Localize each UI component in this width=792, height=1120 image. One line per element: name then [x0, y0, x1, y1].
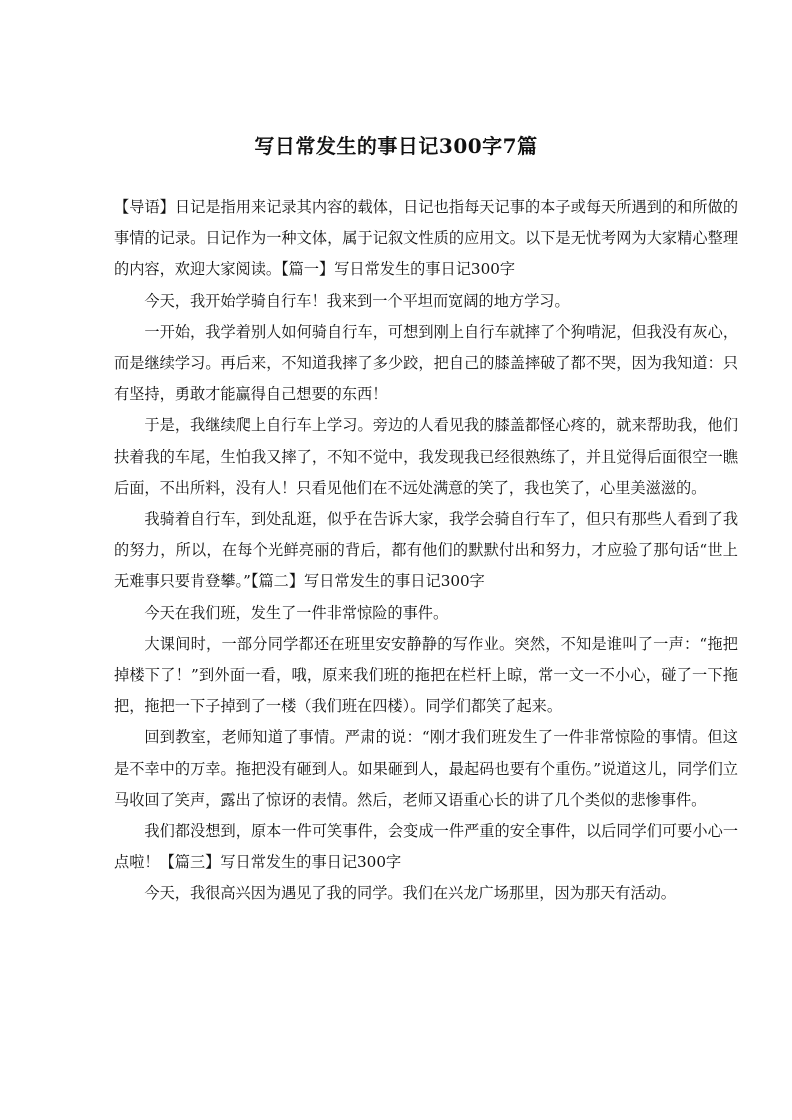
document-body	[114, 192, 738, 910]
paragraph: 于是，我继续爬上自行车上学习。旁边的人看见我的膝盖都怪心疼的，就来帮助我，他们扶着我的车尾，生怕我又摔了，不知不觉中，我发现我已经很熟练了，并且觉得后面很空一瞧后面，不出所料，没有人！只看见他们在不远处满意的笑了，我也笑了，心里美滋滋的。	[114, 416, 738, 497]
paragraph: 一开始，我学着别人如何骑自行车，可想到刚上自行车就摔了个狗啃泥，但我没有灰心，而是继续学习。再后来，不知道我摔了多少跤，把自己的膝盖摔破了都不哭，因为我知道：只有坚持，勇敢才能赢得自己想要的东西！	[114, 322, 738, 404]
paragraph: 大课间时，一部分同学都还在班里安安静静的写作业。突然，不知是谁叫了一声：“拖把掉楼下了！”到外面一看，哦，原来我们班的拖把在栏杆上晾，常一文一不小心，碰了一下拖把，拖把一下子掉到了一楼（我们班在四楼）。同学们都笑了起来。	[114, 634, 738, 716]
paragraph: 我们都没想到，原本一件可笑事件，会变成一件严重的安全事件，以后同学们可要小心一点啦！【篇三】写日常发生的事日记300字	[114, 822, 738, 872]
paragraph: 回到教室，老师知道了事情。严肃的说：“刚才我们班发生了一件非常惊险的事情。但这是不幸中的万幸。拖把没有砸到人。如果砸到人，最起码也要有个重伤。”说道这儿，同学们立马收回了笑声，露出了惊讶的表情。然后，老师又语重心长的讲了几个类似的悲惨事件。	[114, 728, 738, 809]
paragraph: 我骑着自行车，到处乱逛，似乎在告诉大家，我学会骑自行车了，但只有那些人看到了我的努力，所以，在每个光鲜亮丽的背后，都有他们的默默付出和努力，才应验了那句话“世上无难事只要肯登攀。”【篇二】写日常发生的事日记300字	[114, 510, 738, 591]
paragraph: 今天，我开始学骑自行车！我来到一个平坦而宽阔的地方学习。	[144, 291, 570, 310]
paragraph: 今天在我们班，发生了一件非常惊险的事件。	[144, 603, 449, 622]
paragraph-intro: 【导语】日记是指用来记录其内容的载体，日记也指每天记事的本子或每天所遇到的和所做的事情的记录。日记作为一种文体，属于记叙文性质的应用文。以下是无忧考网为大家精心整理的内容，欢迎大家阅读。【篇一】写日常发生的事日记300字	[114, 198, 738, 279]
paragraph: 今天，我很高兴因为遇见了我的同学。我们在兴龙广场那里，因为那天有活动。	[144, 884, 676, 903]
document-title: 写日常发生的事日记300字7篇	[254, 134, 538, 158]
